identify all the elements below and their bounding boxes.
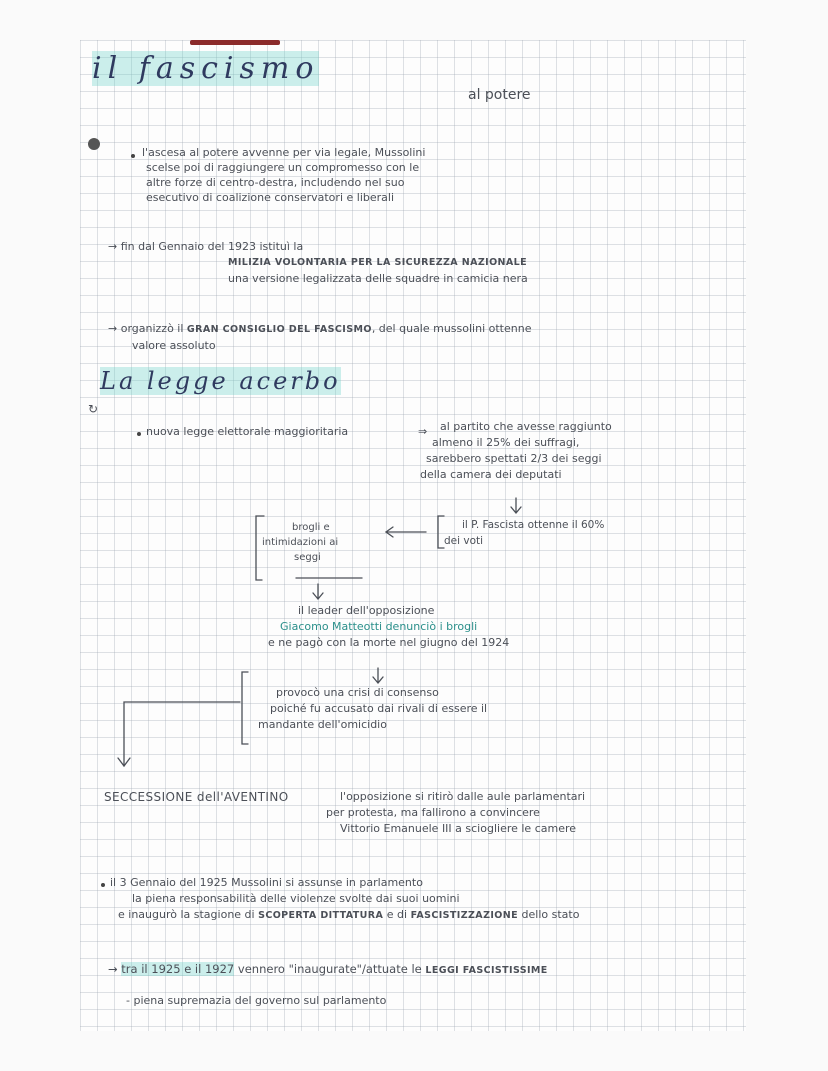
line-to-aventino [124,702,240,766]
aventino-name: SECCESSIONE dell'AVENTINO [104,790,289,804]
legge-bullet: nuova legge elettorale maggioritaria [146,425,349,438]
brogli-line-2: intimidazioni ai [262,537,339,548]
legge-result-4: della camera dei deputati [420,468,562,481]
bracket-pfascista [438,516,444,548]
aventino-line-3: Vittorio Emanuele III a sciogliere le camere [340,822,577,835]
brogli-line-3: seggi [294,552,321,563]
section-heading-legge: La legge acerbo [100,367,341,395]
legge-result-1: al partito che avesse raggiunto [440,420,612,433]
matteotti-line-1: il leader dell'opposizione [298,604,435,617]
arrow-right-icon: ⇒ [418,425,428,438]
brogli-line-1: brogli e [292,522,330,533]
pfascista-line-1: il P. Fascista ottenne il 60% [462,519,605,531]
legge-result-3: sarebbero spettati 2/3 dei seggi [426,452,602,465]
milizia-name: MILIZIA VOLONTARIA PER LA SICUREZZA NAZIONALE [228,257,528,268]
bracket-brogli [256,516,264,580]
pfascista-line-2: dei voti [444,535,484,547]
gennaio-line-2: la piena responsabilità delle violenze svolte dai suoi uomini [132,892,460,905]
milizia-lead: → fin dal Gennaio del 1923 istituì la [108,240,304,253]
title-main: il fascismo [92,51,320,86]
aventino-line-2: per protesta, ma fallirono a convincere [326,806,540,819]
intro-line-4: esecutivo di coalizione conservatori e liberali [146,191,394,204]
matteotti-line-3: e ne pagò con la morte nel giugno del 1924 [268,636,510,649]
crisi-line-3: mandante dell'omicidio [258,718,387,731]
margin-mark-icon: ↻ [88,402,99,416]
aventino-line-1: l'opposizione si ritirò dalle aule parlamentari [340,790,586,803]
bracket-crisi [242,672,248,744]
gennaio-line-1: il 3 Gennaio del 1925 Mussolini si assunse in parlamento [110,876,423,889]
crisi-line-1: provocò una crisi di consenso [276,686,439,699]
leggi-line: → tra il 1925 e il 1927 vennero "inaugurate"/attuate le LEGGI FASCISTISSIME [108,962,548,976]
intro-line-2: scelse poi di raggiungere un compromesso con le [146,161,420,174]
gennaio-line-3: e inaugurò la stagione di SCOPERTA DITTATURA e di FASCISTIZZAZIONE dello stato [118,908,580,921]
crisi-line-2: poiché fu accusato dai rivali di essere il [270,702,488,715]
legge-result-2: almeno il 25% dei suffragi, [432,436,580,449]
gran-consiglio-line-2: valore assoluto [132,339,216,352]
leggi-item: - piena supremazia del governo sul parlamento [126,994,387,1007]
title-suffix: al potere [468,87,531,103]
matteotti-line-2: Giacomo Matteotti denunciò i brogli [280,620,478,633]
milizia-desc: una versione legalizzata delle squadre in camicia nera [228,272,528,285]
intro-line-3: altre forze di centro-destra, includendo nel suo [146,176,405,189]
gran-consiglio-line: → organizzò il GRAN CONSIGLIO DEL FASCISMO, del quale mussolini ottenne [108,322,532,335]
intro-line-1: l'ascesa al potere avvenne per via legale, Mussolini [142,146,426,159]
